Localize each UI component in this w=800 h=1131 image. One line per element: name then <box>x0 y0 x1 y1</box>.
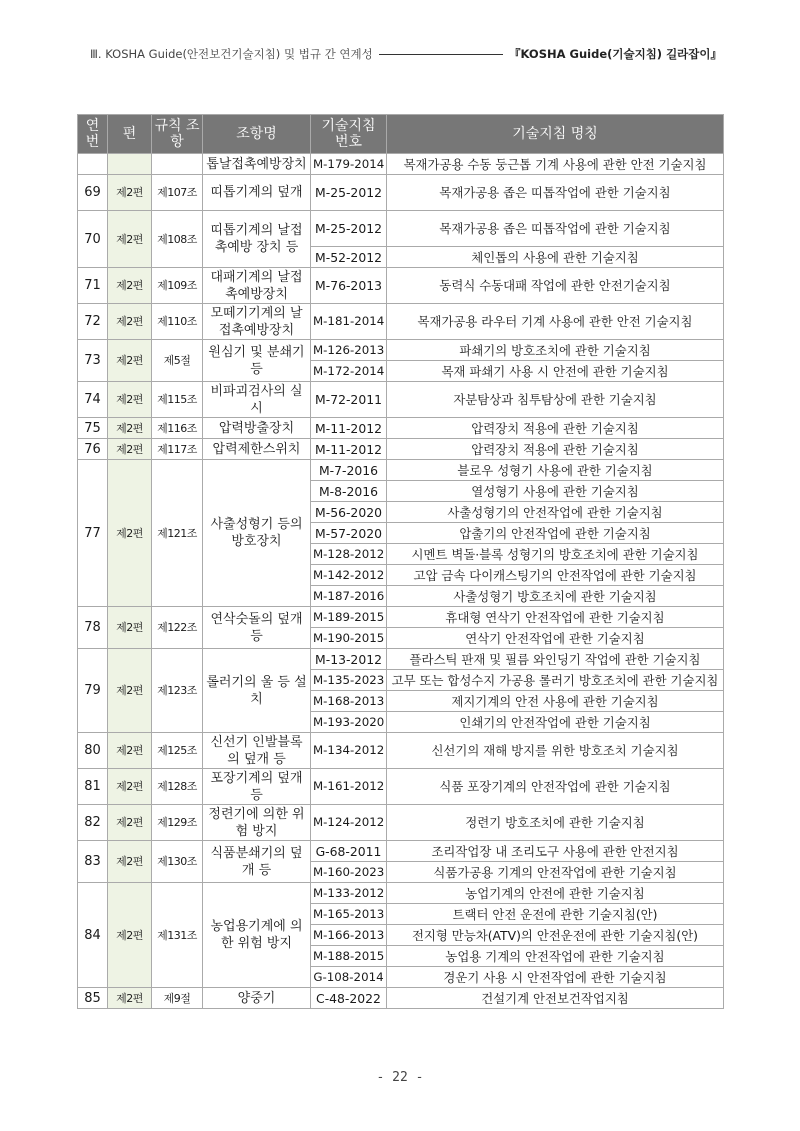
article-title-cell: 양중기 <box>203 988 311 1009</box>
article-title-cell: 정련기에 의한 위험 방지 <box>203 805 311 841</box>
kosha-guide-table <box>77 114 724 1009</box>
guide-code-cell: M-124-2012 <box>311 805 387 841</box>
table-body <box>78 154 724 1009</box>
row-number: 70 <box>78 211 108 268</box>
guide-code-cell: M-181-2014 <box>311 304 387 340</box>
table-row <box>78 304 724 340</box>
row-number: 73 <box>78 340 108 382</box>
article-title-cell: 포장기계의 덮개 등 <box>203 769 311 805</box>
guide-name-cell: 인쇄기의 안전작업에 관한 기술지침 <box>387 712 724 733</box>
header-jo: 규칙 조항 <box>152 115 203 154</box>
guide-code-cell: M-166-2013 <box>311 925 387 946</box>
row-number: 74 <box>78 382 108 418</box>
row-number: 80 <box>78 733 108 769</box>
guide-name-cell: 플라스틱 판재 및 필름 와인딩기 작업에 관한 기술지침 <box>387 649 724 670</box>
guide-name-cell: 동력식 수동대패 작업에 관한 안전기술지침 <box>387 268 724 304</box>
article-cell: 제109조 <box>152 268 203 304</box>
row-number: 79 <box>78 649 108 733</box>
guide-name-cell: 목재가공용 좁은 띠톱작업에 관한 기술지침 <box>387 211 724 247</box>
guide-code-cell: C-48-2022 <box>311 988 387 1009</box>
table-row <box>78 883 724 904</box>
header-name: 기술지침 명칭 <box>387 115 724 154</box>
page-number: - 22 - <box>376 1070 424 1085</box>
guide-code-cell: G-108-2014 <box>311 967 387 988</box>
guide-code-cell: M-172-2014 <box>311 361 387 382</box>
pyeon-cell: 제2편 <box>108 649 152 733</box>
guide-name-cell: 사출성형기의 안전작업에 관한 기술지침 <box>387 502 724 523</box>
guide-name-cell: 휴대형 연삭기 안전작업에 관한 기술지침 <box>387 607 724 628</box>
guide-name-cell: 조리작업장 내 조리도구 사용에 관한 안전지침 <box>387 841 724 862</box>
row-number: 85 <box>78 988 108 1009</box>
article-cell: 제131조 <box>152 883 203 988</box>
guide-name-cell: 목재 파쇄기 사용 시 안전에 관한 기술지침 <box>387 361 724 382</box>
article-cell <box>152 154 203 175</box>
guide-code-cell: M-52-2012 <box>311 247 387 268</box>
table-row <box>78 988 724 1009</box>
pyeon-cell: 제2편 <box>108 418 152 439</box>
guide-code-cell: M-72-2011 <box>311 382 387 418</box>
guide-name-cell: 트랙터 안전 운전에 관한 기술지침(안) <box>387 904 724 925</box>
article-title-cell: 사출성형기 등의 방호장치 <box>203 460 311 607</box>
pyeon-cell: 제2편 <box>108 805 152 841</box>
header-divider <box>379 54 503 55</box>
article-title-cell: 띠톱기계의 덮개 <box>203 175 311 211</box>
pyeon-cell: 제2편 <box>108 382 152 418</box>
table-row <box>78 460 724 481</box>
guide-code-cell: M-11-2012 <box>311 439 387 460</box>
guide-name-cell: 사출성형기 방호조치에 관한 기술지침 <box>387 586 724 607</box>
article-title-cell: 비파괴검사의 실시 <box>203 382 311 418</box>
guide-code-cell: M-128-2012 <box>311 544 387 565</box>
pyeon-cell: 제2편 <box>108 460 152 607</box>
article-title-cell: 띠톱기계의 날접촉예방 장치 등 <box>203 211 311 268</box>
header-no: 연번 <box>78 115 108 154</box>
guide-code-cell: M-187-2016 <box>311 586 387 607</box>
guide-name-cell: 신선기의 재해 방지를 위한 방호조치 기술지침 <box>387 733 724 769</box>
row-number: 75 <box>78 418 108 439</box>
guide-name-cell: 시멘트 벽돌·블록 성형기의 방호조치에 관한 기술지침 <box>387 544 724 565</box>
guide-code-cell: M-76-2013 <box>311 268 387 304</box>
article-cell: 제130조 <box>152 841 203 883</box>
article-cell: 제9절 <box>152 988 203 1009</box>
pyeon-cell: 제2편 <box>108 883 152 988</box>
guide-code-cell: M-193-2020 <box>311 712 387 733</box>
pyeon-cell: 제2편 <box>108 304 152 340</box>
article-cell: 제123조 <box>152 649 203 733</box>
table-header-row <box>78 115 724 154</box>
table-row <box>78 175 724 211</box>
guide-name-cell: 농업기계의 안전에 관한 기술지침 <box>387 883 724 904</box>
guide-name-cell: 정련기 방호조치에 관한 기술지침 <box>387 805 724 841</box>
article-cell: 제125조 <box>152 733 203 769</box>
table-row <box>78 418 724 439</box>
guide-code-cell: M-189-2015 <box>311 607 387 628</box>
pyeon-cell <box>108 154 152 175</box>
article-title-cell: 모떼기기계의 날접촉예방장치 <box>203 304 311 340</box>
row-number: 81 <box>78 769 108 805</box>
row-number: 78 <box>78 607 108 649</box>
table-row <box>78 607 724 628</box>
table-row <box>78 439 724 460</box>
pyeon-cell: 제2편 <box>108 841 152 883</box>
article-cell: 제122조 <box>152 607 203 649</box>
guide-name-cell: 목재가공용 수동 둥근톱 기계 사용에 관한 안전 기술지침 <box>387 154 724 175</box>
guide-name-cell: 경운기 사용 시 안전작업에 관한 기술지침 <box>387 967 724 988</box>
guide-code-cell: M-56-2020 <box>311 502 387 523</box>
guide-code-cell: M-142-2012 <box>311 565 387 586</box>
row-number: 76 <box>78 439 108 460</box>
article-title-cell: 압력방출장치 <box>203 418 311 439</box>
header-code: 기술지침 번호 <box>311 115 387 154</box>
guide-name-cell: 블로우 성형기 사용에 관한 기술지침 <box>387 460 724 481</box>
article-cell: 제108조 <box>152 211 203 268</box>
guide-code-cell: M-13-2012 <box>311 649 387 670</box>
pyeon-cell: 제2편 <box>108 769 152 805</box>
guide-code-cell: M-134-2012 <box>311 733 387 769</box>
guide-code-cell: M-161-2012 <box>311 769 387 805</box>
guide-code-cell: M-11-2012 <box>311 418 387 439</box>
guide-name-cell: 식품 포장기계의 안전작업에 관한 기술지침 <box>387 769 724 805</box>
table-row <box>78 340 724 361</box>
guide-code-cell: M-190-2015 <box>311 628 387 649</box>
table-row <box>78 841 724 862</box>
article-title-cell: 식품분쇄기의 덮개 등 <box>203 841 311 883</box>
table-row <box>78 382 724 418</box>
pyeon-cell: 제2편 <box>108 268 152 304</box>
row-number: 83 <box>78 841 108 883</box>
table-row <box>78 805 724 841</box>
guide-name-cell: 연삭기 안전작업에 관한 기술지침 <box>387 628 724 649</box>
table-row <box>78 769 724 805</box>
pyeon-cell: 제2편 <box>108 340 152 382</box>
guide-code-cell: M-133-2012 <box>311 883 387 904</box>
guide-name-cell: 압력장치 적용에 관한 기술지침 <box>387 418 724 439</box>
guide-name-cell: 자분탐상과 침투탐상에 관한 기술지침 <box>387 382 724 418</box>
guide-name-cell: 압출기의 안전작업에 관한 기술지침 <box>387 523 724 544</box>
row-number: 77 <box>78 460 108 607</box>
pyeon-cell: 제2편 <box>108 988 152 1009</box>
article-cell: 제107조 <box>152 175 203 211</box>
guide-code-cell: M-160-2023 <box>311 862 387 883</box>
article-cell: 제121조 <box>152 460 203 607</box>
pyeon-cell: 제2편 <box>108 439 152 460</box>
guide-code-cell: M-168-2013 <box>311 691 387 712</box>
pyeon-cell: 제2편 <box>108 175 152 211</box>
table-row <box>78 649 724 670</box>
guide-code-cell: M-126-2013 <box>311 340 387 361</box>
guide-code-cell: M-25-2012 <box>311 211 387 247</box>
guide-name-cell: 목재가공용 라우터 기계 사용에 관한 안전 기술지침 <box>387 304 724 340</box>
guide-name-cell: 전지형 만능차(ATV)의 안전운전에 관한 기술지침(안) <box>387 925 724 946</box>
guide-code-cell: G-68-2011 <box>311 841 387 862</box>
header-section-title: Ⅲ. KOSHA Guide(안전보건기술지침) 및 법규 간 연계성 <box>90 47 373 61</box>
article-cell: 제115조 <box>152 382 203 418</box>
guide-name-cell: 식품가공용 기계의 안전작업에 관한 기술지침 <box>387 862 724 883</box>
table-row <box>78 268 724 304</box>
article-title-cell: 원심기 및 분쇄기 등 <box>203 340 311 382</box>
row-number: 69 <box>78 175 108 211</box>
running-header <box>90 44 722 64</box>
guide-code-cell: M-188-2015 <box>311 946 387 967</box>
guide-name-cell: 파쇄기의 방호조치에 관한 기술지침 <box>387 340 724 361</box>
guide-name-cell: 열성형기 사용에 관한 기술지침 <box>387 481 724 502</box>
article-title-cell: 대패기계의 날접촉예방장치 <box>203 268 311 304</box>
header-pyeon: 편 <box>108 115 152 154</box>
header-document-title: 『KOSHA Guide(기술지침) 길라잡이』 <box>509 47 722 61</box>
guide-name-cell: 고압 금속 다이캐스팅기의 안전작업에 관한 기술지침 <box>387 565 724 586</box>
guide-code-cell: M-135-2023 <box>311 670 387 691</box>
table-row <box>78 211 724 247</box>
guide-name-cell: 압력장치 적용에 관한 기술지침 <box>387 439 724 460</box>
row-number <box>78 154 108 175</box>
article-title-cell: 톱날접촉예방장치 <box>203 154 311 175</box>
article-title-cell: 롤러기의 울 등 설치 <box>203 649 311 733</box>
guide-name-cell: 체인톱의 사용에 관한 기술지침 <box>387 247 724 268</box>
pyeon-cell: 제2편 <box>108 733 152 769</box>
header-title: 조항명 <box>203 115 311 154</box>
guide-code-cell: M-8-2016 <box>311 481 387 502</box>
row-number: 82 <box>78 805 108 841</box>
table-row <box>78 154 724 175</box>
article-title-cell: 농업용기계에 의한 위험 방지 <box>203 883 311 988</box>
pyeon-cell: 제2편 <box>108 607 152 649</box>
pyeon-cell: 제2편 <box>108 211 152 268</box>
row-number: 71 <box>78 268 108 304</box>
article-title-cell: 연삭숫돌의 덮개 등 <box>203 607 311 649</box>
guide-code-cell: M-57-2020 <box>311 523 387 544</box>
guide-code-cell: M-25-2012 <box>311 175 387 211</box>
article-cell: 제116조 <box>152 418 203 439</box>
article-cell: 제117조 <box>152 439 203 460</box>
guide-code-cell: M-165-2013 <box>311 904 387 925</box>
article-cell: 제110조 <box>152 304 203 340</box>
table-row <box>78 733 724 769</box>
guide-name-cell: 제지기계의 안전 사용에 관한 기술지침 <box>387 691 724 712</box>
guide-name-cell: 건설기계 안전보건작업지침 <box>387 988 724 1009</box>
guide-name-cell: 농업용 기계의 안전작업에 관한 기술지침 <box>387 946 724 967</box>
article-cell: 제5절 <box>152 340 203 382</box>
article-cell: 제129조 <box>152 805 203 841</box>
article-title-cell: 신선기 인발블록의 덮개 등 <box>203 733 311 769</box>
guide-code-cell: M-7-2016 <box>311 460 387 481</box>
article-title-cell: 압력제한스위치 <box>203 439 311 460</box>
guide-name-cell: 목재가공용 좁은 띠톱작업에 관한 기술지침 <box>387 175 724 211</box>
row-number: 72 <box>78 304 108 340</box>
article-cell: 제128조 <box>152 769 203 805</box>
row-number: 84 <box>78 883 108 988</box>
guide-code-cell: M-179-2014 <box>311 154 387 175</box>
guide-name-cell: 고무 또는 합성수지 가공용 롤러기 방호조치에 관한 기술지침 <box>387 670 724 691</box>
